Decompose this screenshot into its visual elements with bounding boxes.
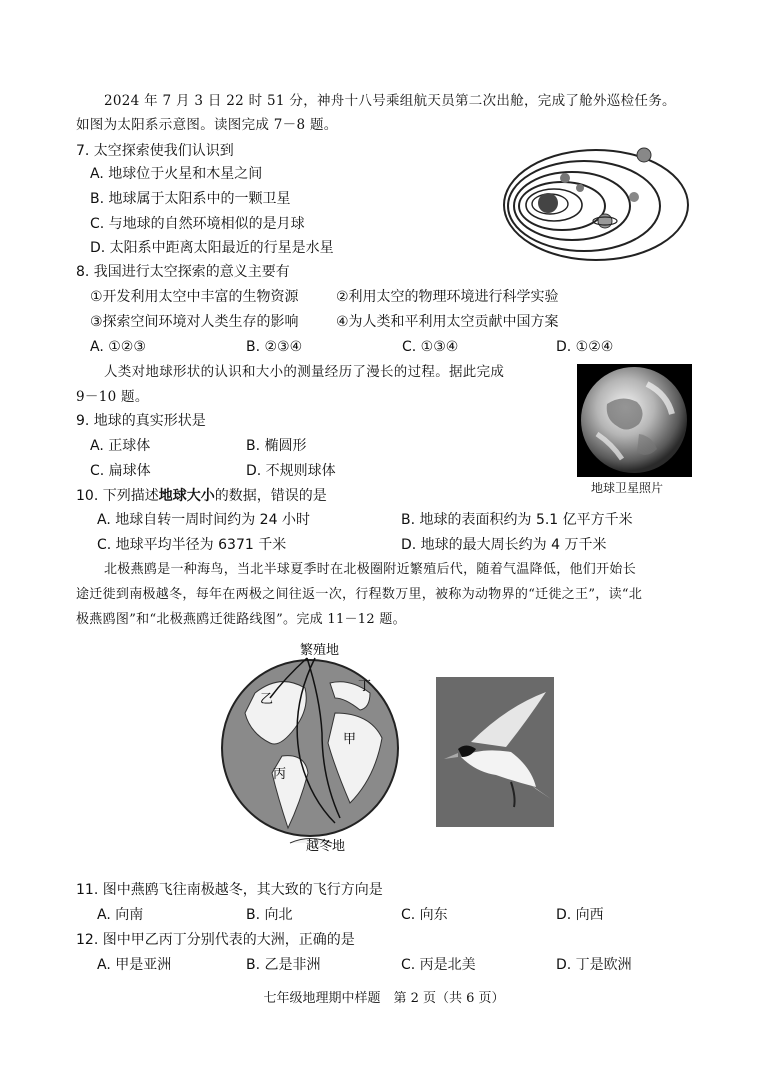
q9-option-a[interactable]: A. 正球体 xyxy=(90,438,151,454)
q10-stem-bold: 地球大小 xyxy=(158,488,215,504)
intro2-line-2: 9－10 题。 xyxy=(76,389,149,405)
page-footer: 七年级地理期中样题 第 2 页（共 6 页） xyxy=(263,991,505,1006)
q8-stem: 8. 我国进行太空探索的意义主要有 xyxy=(76,264,290,280)
q8-option-d[interactable]: D. ①②④ xyxy=(556,339,614,355)
q10-stem xyxy=(76,486,327,506)
continent-label-yi: 乙 xyxy=(260,692,274,707)
q10-stem-pre: 10. 下列描述 xyxy=(76,488,159,504)
q9-option-d[interactable]: D. 不规则球体 xyxy=(246,463,336,479)
intro3-line-3: 极燕鸥图”和“北极燕鸥迁徙路线图”。完成 11－12 题。 xyxy=(76,612,406,627)
q10-option-a[interactable]: A. 地球自转一周时间约为 24 小时 xyxy=(97,512,310,528)
arctic-tern-bird-icon xyxy=(436,677,554,827)
arctic-tern-migration-map xyxy=(210,638,410,853)
q8-option-b[interactable]: B. ②③④ xyxy=(246,339,303,355)
earth-globe-icon xyxy=(577,364,692,477)
q7-option-c[interactable]: C. 与地球的自然环境相似的是月球 xyxy=(90,216,305,232)
q10-option-d[interactable]: D. 地球的最大周长约为 4 万千米 xyxy=(401,537,607,553)
earth-photo-caption: 地球卫星照片 xyxy=(591,481,664,495)
q10-stem-post: 的数据，错误的是 xyxy=(214,488,327,504)
arctic-tern-photo xyxy=(436,677,554,827)
q8-item-2: ②利用太空的物理环境进行科学实验 xyxy=(336,289,559,305)
q8-item-3: ③探索空间环境对人类生存的影响 xyxy=(90,314,299,330)
q12-option-a[interactable]: A. 甲是亚洲 xyxy=(97,957,172,973)
q10-option-c[interactable]: C. 地球平均半径为 6371 千米 xyxy=(97,537,287,553)
q8-option-a[interactable]: A. ①②③ xyxy=(90,339,146,355)
earth-satellite-photo xyxy=(577,364,692,477)
q11-stem: 11. 图中燕鸥飞往南极越冬，其大致的飞行方向是 xyxy=(76,882,383,898)
q8-option-c[interactable]: C. ①③④ xyxy=(402,339,459,355)
q8-item-4: ④为人类和平利用太空贡献中国方案 xyxy=(336,314,559,330)
q7-option-a[interactable]: A. 地球位于火星和木星之间 xyxy=(90,166,263,182)
intro3-line-1: 北极燕鸥是一种海鸟，当北半球夏季时在北极圈附近繁殖后代，随着气温降低，他们开始长 xyxy=(104,562,637,577)
wintering-ground-label: 越冬地 xyxy=(306,839,346,853)
continent-label-bing: 丙 xyxy=(273,767,287,782)
q12-option-b[interactable]: B. 乙是非洲 xyxy=(246,957,321,973)
intro-line-2: 如图为太阳系示意图。读图完成 7－8 题。 xyxy=(76,117,338,133)
q10-option-b[interactable]: B. 地球的表面积约为 5.1 亿平方千米 xyxy=(401,512,633,528)
continent-label-ding: 丁 xyxy=(358,679,372,694)
q12-option-d[interactable]: D. 丁是欧洲 xyxy=(556,957,632,973)
q8-item-1: ①开发利用太空中丰富的生物资源 xyxy=(90,289,299,305)
globe-map-icon xyxy=(210,638,410,853)
continent-label-jia: 甲 xyxy=(343,732,357,747)
q7-option-d[interactable]: D. 太阳系中距离太阳最近的行星是水星 xyxy=(90,240,334,256)
q11-option-a[interactable]: A. 向南 xyxy=(97,907,144,923)
breeding-ground-label: 繁殖地 xyxy=(300,643,340,658)
q7-stem: 7. 太空探索使我们认识到 xyxy=(76,143,234,159)
intro2-line-1: 人类对地球形状的认识和大小的测量经历了漫长的过程。据此完成 xyxy=(104,364,505,380)
q12-stem: 12. 图中甲乙丙丁分别代表的大洲，正确的是 xyxy=(76,932,355,948)
solar-system-diagram xyxy=(500,140,695,265)
q12-option-c[interactable]: C. 丙是北美 xyxy=(401,957,476,973)
intro3-line-2: 途迁徙到南极越冬，每年在两极之间往返一次，行程数万里，被称为动物界的“迁徙之王”，读“北 xyxy=(76,587,643,602)
q11-option-b[interactable]: B. 向北 xyxy=(246,907,293,923)
q9-option-c[interactable]: C. 扁球体 xyxy=(90,463,151,479)
q9-stem: 9. 地球的真实形状是 xyxy=(76,413,206,429)
intro-line-1: 2024 年 7 月 3 日 22 时 51 分，神舟十八号乘组航天员第二次出舱，完成了舱外巡检任务。 xyxy=(104,93,676,109)
q9-option-b[interactable]: B. 椭圆形 xyxy=(246,438,307,454)
q11-option-d[interactable]: D. 向西 xyxy=(556,907,604,923)
q11-option-c[interactable]: C. 向东 xyxy=(401,907,448,923)
q7-option-b[interactable]: B. 地球属于太阳系中的一颗卫星 xyxy=(90,191,291,207)
